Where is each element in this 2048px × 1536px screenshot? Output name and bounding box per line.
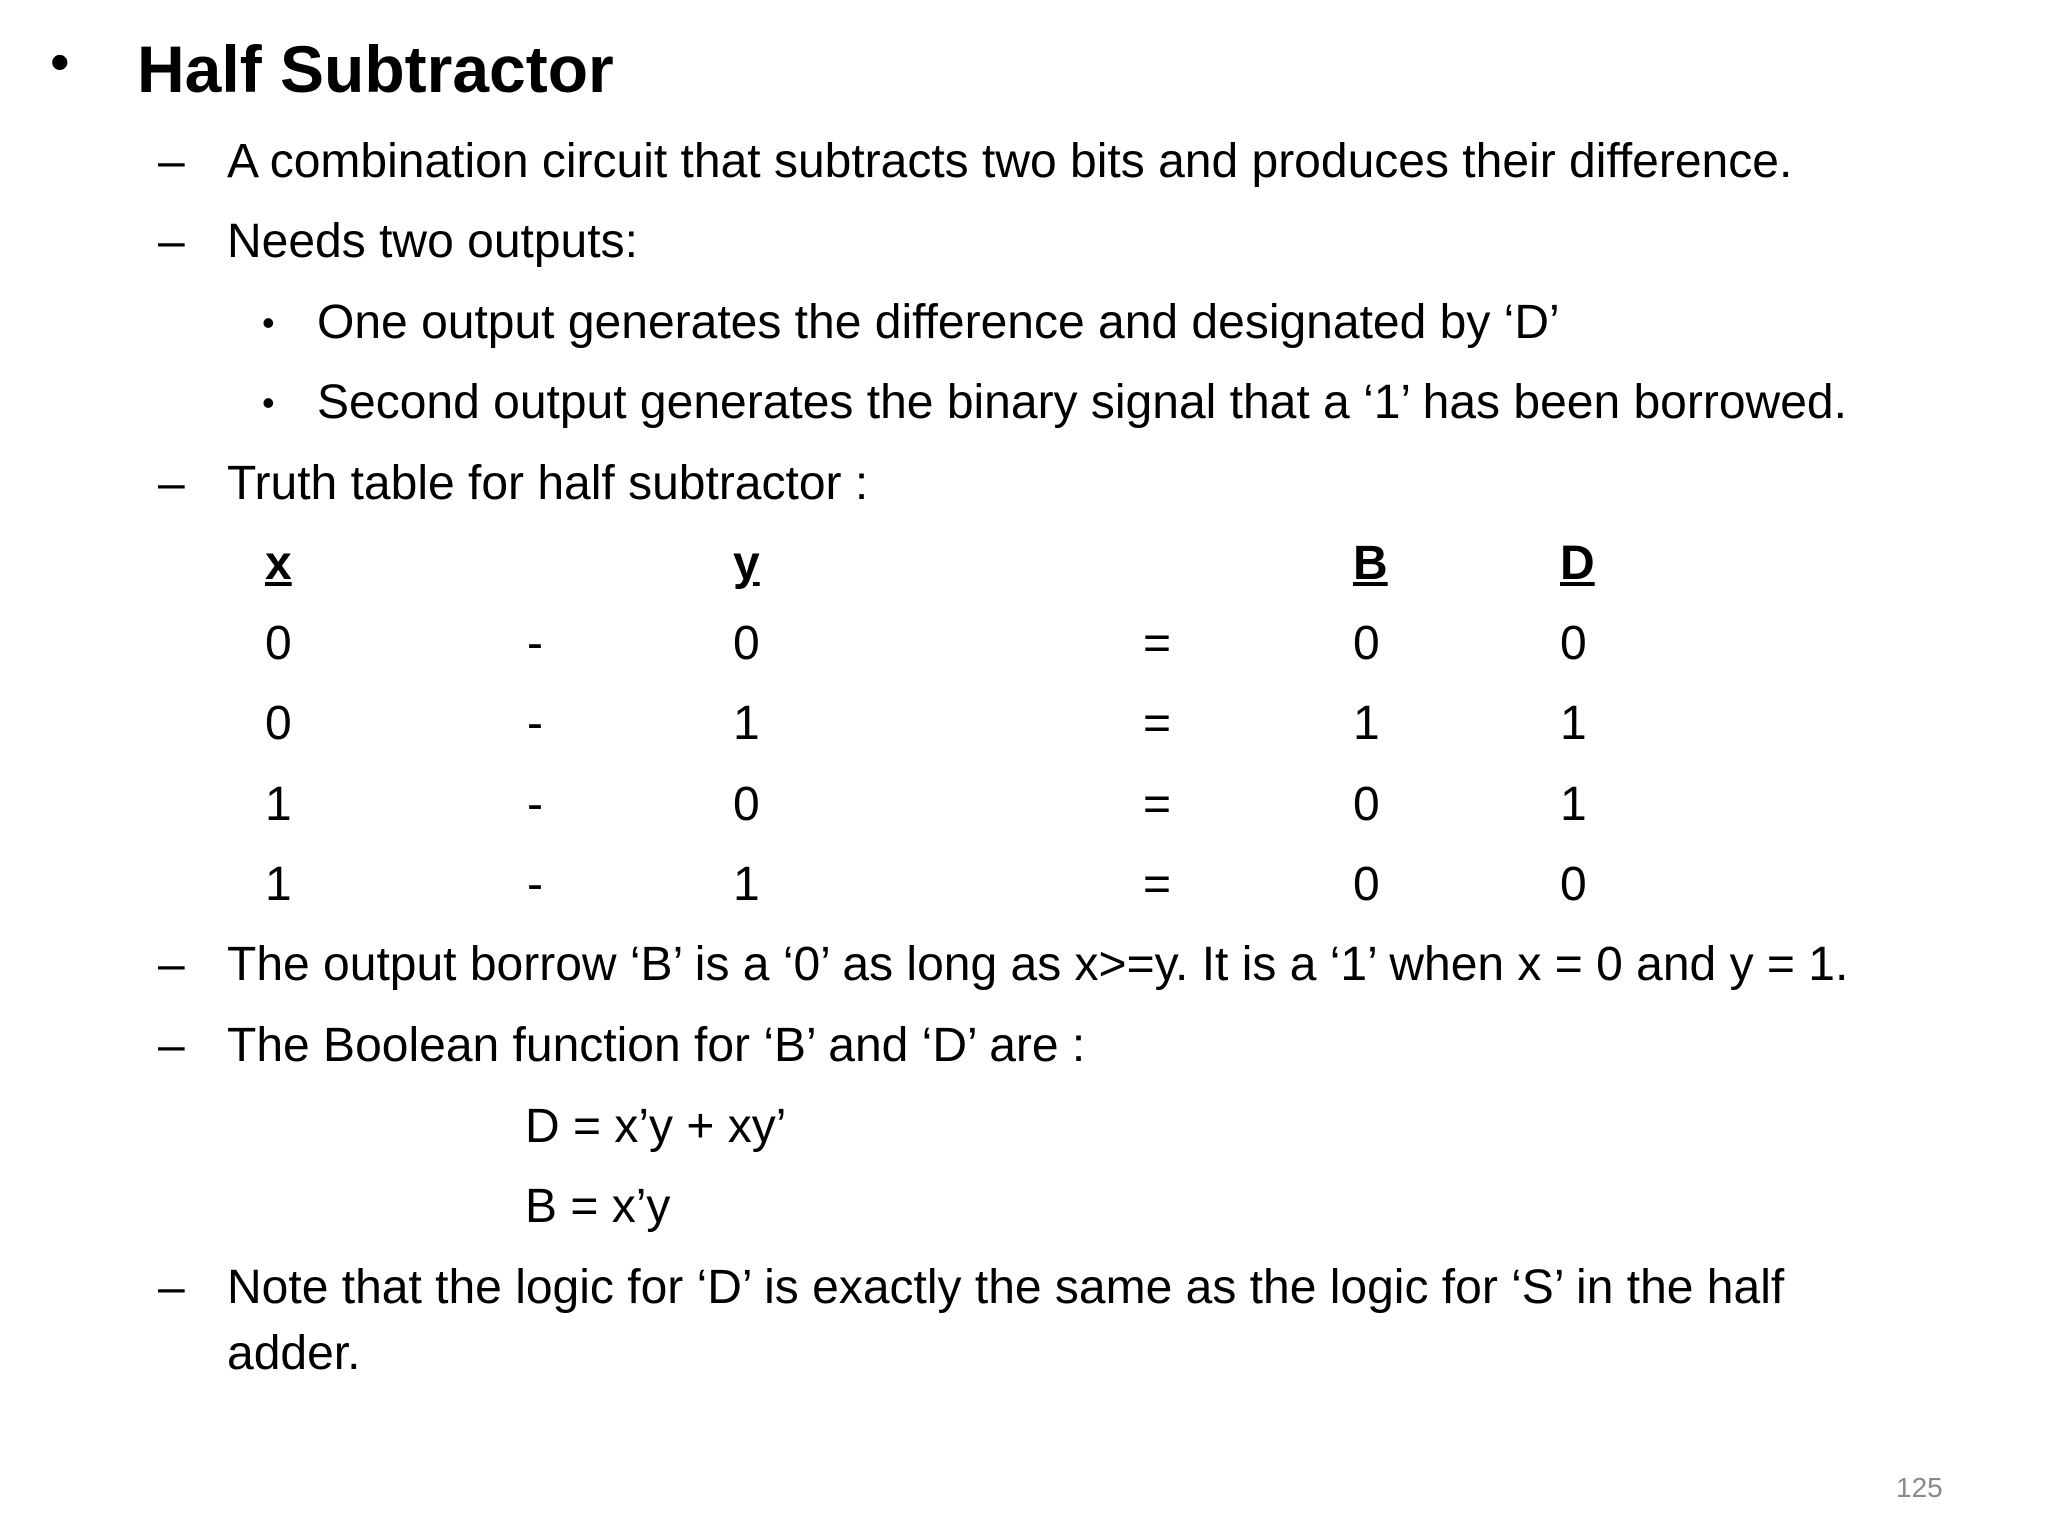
table-cell-d: 1 [1560, 697, 1587, 750]
formula-d: D = x’y + xy’ [525, 1100, 787, 1153]
bullet-note-line1: Note that the logic for ‘D’ is exactly the same as the logic for ‘S’ in the half [227, 1261, 1785, 1314]
table-header-x: x [265, 537, 292, 590]
table-cell-y: 0 [733, 617, 760, 670]
table-cell-b: 1 [1353, 697, 1380, 750]
dash-bullet: – [158, 135, 185, 188]
table-cell-b: 0 [1353, 858, 1380, 911]
table-header-y: y [733, 537, 760, 590]
dash-bullet: – [158, 1019, 185, 1072]
table-header-b: B [1353, 537, 1388, 590]
table-equals: = [1143, 858, 1172, 911]
table-cell-d: 0 [1560, 617, 1587, 670]
table-cell-x: 1 [265, 858, 292, 911]
table-minus: - [527, 858, 543, 911]
dash-bullet: – [158, 938, 185, 991]
bullet-output-b: Second output generates the binary signal that a ‘1’ has been borrowed. [317, 376, 1847, 429]
bullet-definition: A combination circuit that subtracts two bits and produces their difference. [227, 135, 1793, 188]
table-minus: - [527, 617, 543, 670]
bullet-truth-table-intro: Truth table for half subtractor : [227, 457, 869, 510]
table-equals: = [1143, 778, 1172, 831]
table-cell-d: 1 [1560, 778, 1587, 831]
table-cell-b: 0 [1353, 778, 1380, 831]
sub-bullet: • [262, 382, 275, 423]
table-minus: - [527, 778, 543, 831]
table-cell-x: 0 [265, 617, 292, 670]
title-bullet: • [50, 30, 70, 93]
table-cell-x: 1 [265, 778, 292, 831]
table-equals: = [1143, 697, 1172, 750]
bullet-output-d: One output generates the difference and designated by ‘D’ [317, 296, 1560, 349]
table-minus: - [527, 697, 543, 750]
table-equals: = [1143, 617, 1172, 670]
bullet-outputs-intro: Needs two outputs: [227, 215, 638, 268]
table-header-d: D [1560, 537, 1595, 590]
table-cell-y: 0 [733, 778, 760, 831]
slide-title: Half Subtractor [137, 32, 614, 106]
table-cell-x: 0 [265, 697, 292, 750]
table-cell-d: 0 [1560, 858, 1587, 911]
dash-bullet: – [158, 1261, 185, 1314]
table-cell-b: 0 [1353, 617, 1380, 670]
sub-bullet: • [262, 302, 275, 343]
bullet-borrow-note: The output borrow ‘B’ is a ‘0’ as long as x>=y. It is a ‘1’ when x = 0 and y = 1. [227, 938, 1849, 991]
page-number: 125 [1896, 1472, 1943, 1503]
bullet-boolean-intro: The Boolean function for ‘B’ and ‘D’ are : [227, 1019, 1086, 1072]
formula-b: B = x’y [525, 1180, 671, 1233]
table-cell-y: 1 [733, 697, 760, 750]
table-cell-y: 1 [733, 858, 760, 911]
dash-bullet: – [158, 215, 185, 268]
bullet-note-line2: adder. [227, 1327, 361, 1380]
dash-bullet: – [158, 457, 185, 510]
